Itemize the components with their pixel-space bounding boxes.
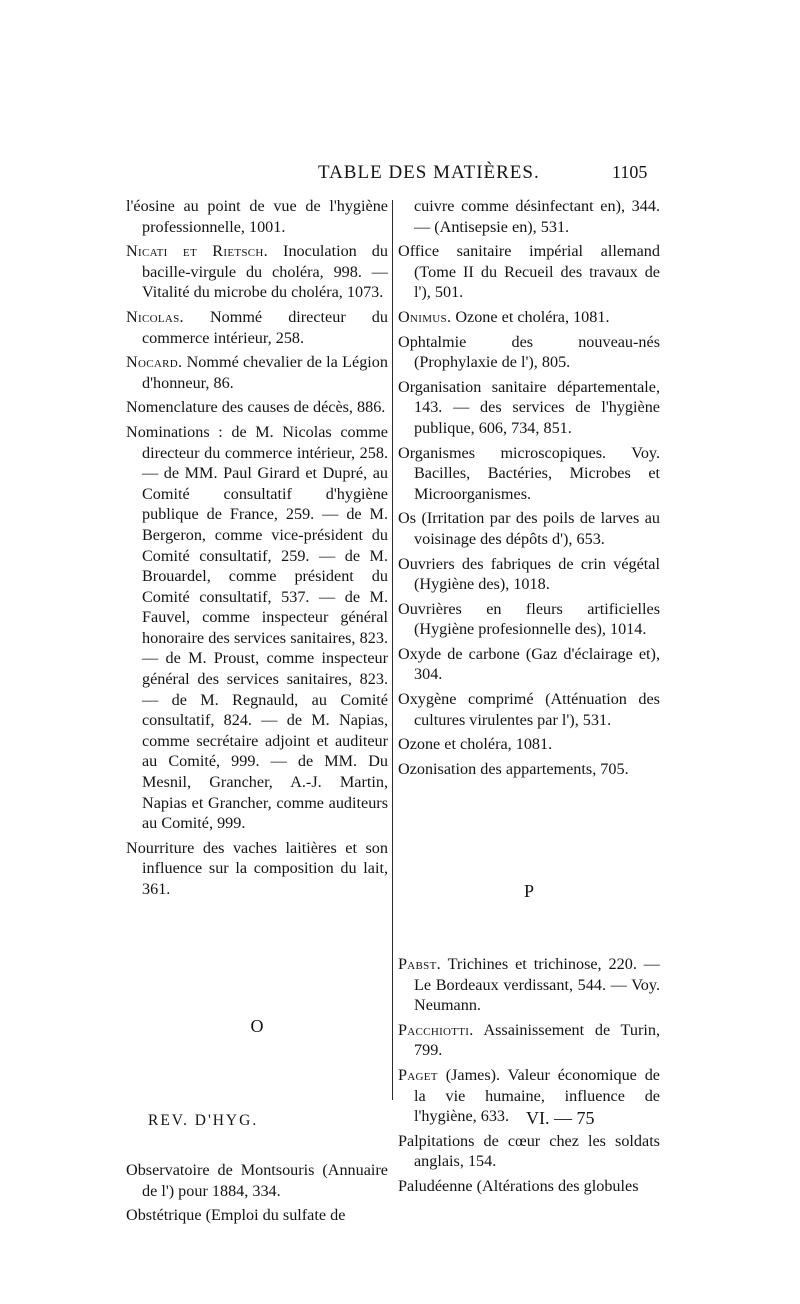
entry-text: Organisation sanitaire départementale, 143. — des services de l'hygiène publique, 606, 734, 851.: [398, 377, 660, 437]
index-entry: [126, 397, 388, 418]
index-entry: [398, 196, 660, 237]
entry-text: Nommé directeur du commerce intérieur, 258.: [142, 307, 388, 347]
entry-text: Nomenclature des causes de décès, 886.: [126, 398, 386, 417]
index-entry: [398, 954, 660, 1016]
entry-text: Ozone et choléra, 1081.: [398, 735, 553, 754]
entry-author: Paget: [398, 1066, 438, 1084]
entry-text: Ozonisation des appartements, 705.: [398, 759, 629, 778]
index-entry: [126, 196, 388, 237]
entry-text: Os (Irritation par des poils de larves au voisinage des dépôts d'), 653.: [398, 509, 660, 548]
index-entry: [398, 759, 660, 780]
entry-author: Nicolas.: [126, 307, 184, 326]
entry-text: Trichines et trichinose, 220. — Le Bordeaux verdissant, 544. — Voy. Neumann.: [414, 955, 660, 1015]
index-entry: [126, 241, 388, 303]
index-entry: [398, 332, 660, 373]
entry-author: Onimus.: [398, 307, 452, 326]
section-letter-o: O: [250, 1015, 264, 1036]
entry-text: Nominations : de M. Nicolas comme directeur du commerce intérieur, 258. — de MM. Paul Girard et Dupré, au Comité consultatif d'hygiène publique de France, 259. — de M. Bergeron, comme vice-président du Comité consultatif, 259. — de M. Brouardel, comme président du Comité consultatif, 537. — de M. Fauvel, comme inspecteur général honoraire des services sanitaires, 823. — de M. Proust, comme inspecteur général des services sanitaires, 823. — de M. Regnauld, au Comité consultatif, 824. — de M. Napias, comme secrétaire adjoint et auditeur au Comité, 999. — de MM. Du Mesnil, Grancher, A.-J. Martin, Napias et Grancher, comme auditeurs au Comité, 999.: [126, 422, 388, 833]
index-entry: [126, 307, 388, 348]
signature-mark: REV. D'HYG.: [148, 1112, 259, 1129]
entry-text: Ozone et choléra, 1081.: [451, 307, 610, 326]
entry-text: Nourriture des vaches laitières et son influence sur la composition du lait, 361.: [126, 838, 388, 898]
entry-text: Oxygène comprimé (Atténuation des cultures virulentes par l'), 531.: [398, 690, 660, 729]
right-column: [398, 196, 660, 1201]
entry-text: Palpitations de cœur chez les soldats anglais, 154.: [398, 1131, 660, 1171]
right-entries: [398, 196, 660, 779]
left-entries: [126, 196, 388, 900]
entry-author: Nocard.: [126, 353, 183, 372]
entry-text: Oxyde de carbone (Gaz d'éclairage et), 304.: [398, 644, 660, 684]
entry-text: Ophtalmie des nouveau-nés (Prophylaxie de l'), 805.: [398, 332, 660, 372]
running-header: [0, 162, 800, 192]
column-divider: [392, 200, 393, 1100]
entry-text: Nommé chevalier de la Légion d'honneur, 86.: [142, 353, 388, 392]
index-entry: [126, 1205, 388, 1226]
index-entry: [398, 241, 660, 303]
index-entry: [398, 1176, 660, 1197]
index-entry: [398, 599, 660, 640]
index-entry: [398, 307, 660, 328]
index-entry: [398, 644, 660, 685]
entry-author: Pabst.: [398, 955, 441, 974]
entry-text: l'éosine au point de vue de l'hygiène professionnelle, 1001.: [126, 197, 388, 236]
index-entry: [126, 422, 388, 834]
index-entry: [398, 377, 660, 439]
index-entry: [398, 689, 660, 730]
index-entry: [126, 1160, 388, 1201]
index-entry: [126, 352, 388, 393]
page-footer: [0, 1108, 800, 1140]
volume-mark: VI. — 75: [526, 1108, 595, 1128]
entry-text: Office sanitaire impérial allemand (Tome II du Recueil des travaux de l'), 501.: [398, 242, 660, 302]
entry-author: Pacchiotti.: [398, 1020, 474, 1039]
entry-text: Assainissement de Turin, 799.: [414, 1020, 660, 1060]
left-column: [126, 196, 388, 1230]
index-entry: [398, 734, 660, 755]
index-entry: [126, 838, 388, 900]
entry-text: Obstétrique (Emploi du sulfate de: [126, 1206, 346, 1225]
entry-author: Nicati et Rietsch.: [126, 242, 269, 261]
entry-text: Inoculation du bacille-virgule du choléra, 998. — Vitalité du microbe du choléra, 1073.: [142, 242, 388, 302]
section-letter-p: P: [523, 881, 534, 902]
index-entry: [398, 443, 660, 505]
index-entry: [398, 508, 660, 549]
page-title: TABLE DES MATIÈRES.: [318, 162, 540, 183]
entry-text: Organismes microscopiques. Voy. Bacilles, Bactéries, Microbes et Microorganismes.: [398, 443, 660, 503]
page-number: 1105: [612, 162, 648, 182]
entry-text: Ouvriers des fabriques de crin végétal (Hygiène des), 1018.: [398, 554, 660, 594]
right-entries-p: [398, 954, 660, 1197]
entry-text: Observatoire de Montsouris (Annuaire de l') pour 1884, 334.: [126, 1161, 388, 1200]
index-entry: [398, 1020, 660, 1061]
entry-text: Ouvrières en fleurs artificielles (Hygiène profesionnelle des), 1014.: [398, 599, 660, 639]
entry-text: (James). Valeur économique de la vie humaine, influence de l'hygiène, 633.: [414, 1066, 660, 1126]
entry-text: Paludéenne (Altérations des globules: [398, 1176, 639, 1195]
entry-text: cuivre comme désinfectant en), 344. — (Antisepsie en), 531.: [414, 197, 660, 236]
index-entry: [398, 554, 660, 595]
left-entries-o: [126, 1160, 388, 1226]
